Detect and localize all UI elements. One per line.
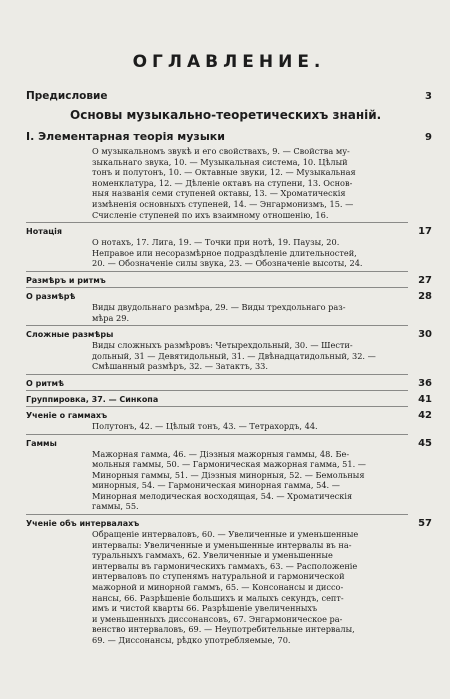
- chapter-page: 17: [418, 226, 432, 238]
- chapter-page: 57: [418, 518, 432, 530]
- part-text: О музыкальномъ звукѣ и его свойствахъ, 9. — Свойства му- зыкальнаго звука, 10. — Музыкальная система, 10. Цѣлый тонъ и полутонъ, 10. — Октавные звуки, 12. — Музыкальная номенклатура, 12. — Дѣленіе октавъ на ступени, 13. Основ- ныя названія семи ступеней октавы, 13. — Хроматическія измѣненія основныхъ ступеней, 14. — Энгармонизмъ, 15. — Счисленіе ступеней по ихъ взаимному отношенію, 16.: [92, 146, 356, 220]
- chapter-label: Группировка, 37. — Синкопа: [26, 394, 159, 404]
- chapter-page: 28: [418, 290, 432, 302]
- chapter-5: [26, 394, 432, 407]
- chapter-text: Полутонъ, 42. — Цѣлый тонъ, 43. — Тетрахордъ, 44.: [92, 420, 318, 431]
- chapter-text: Мажорная гамма, 46. — Діэзныя мажорныя гаммы, 48. Бе- мольныя гаммы, 50. — Гармоническая мажорная гамма, 51. — Минорныя гаммы, 51. — Діэзныя минорныя, 52. — Бемольныя минорныя, 54. — Гармоническая минорная гамма, 54. — Минорная мелодическая восходящая, 54. — Хроматическія гаммы, 55.: [92, 448, 366, 512]
- chapter-0: [26, 226, 432, 272]
- chapter-page: 42: [418, 409, 432, 421]
- page-title: ОГЛАВЛЕНИЕ.: [132, 52, 326, 72]
- section-title: Основы музыкально-теоретическихъ знаній.: [70, 108, 382, 122]
- chapter-2: [26, 291, 432, 326]
- chapter-label: О размѣрѣ: [26, 291, 76, 301]
- chapter-text: Виды двудольнаго размѣра, 29. — Виды трехдольнаго раз- мѣра 29.: [92, 301, 346, 323]
- chapter-6: [26, 410, 432, 435]
- chapter-label: Размѣръ и ритмъ: [26, 275, 106, 285]
- chapter-7: [26, 438, 432, 516]
- chapter-label: Ученіе объ интервалахъ: [26, 519, 140, 529]
- part-page: 9: [425, 132, 432, 143]
- chapter-text: Обращеніе интерваловъ, 60. — Увеличенные и уменьшенные интервалы: Увеличенные и уменьшенные интервалы въ на- туральныхъ гаммахъ, 62. Увеличенные и уменьшенные интервалы въ гармоническихъ гаммахъ, 63. — Расположеніе интерваловъ по ступенямъ натуральной и гармонической мажорной и минорной гаммъ, 65. — Консонансы и диссо- нансы, 66. Разрѣшеніе большихъ и малыхъ секундъ, септ- имъ и чистой кварты 66. Разрѣшеніе увеличенныхъ и уменьшенныхъ диссонансовъ, 67. Энгармоническое ра- венство интерваловъ, 69. — Неупотребительные интервалы, 69. — Диссонансы, рѣдко употребляемые, 70.: [92, 529, 359, 645]
- chapter-label: Ученіе о гаммахъ: [26, 410, 108, 420]
- chapter-label: О ритмѣ: [26, 378, 64, 388]
- chapter-text: Виды сложныхъ размѣровъ: Четырехдольный, 30. — Шести- дольный, 31 — Девятидольный, 31. — Двѣнадцатидольный, 32. — Смѣшанный размѣръ, 32. — Затактъ, 33.: [92, 340, 376, 372]
- chapter-8: [26, 518, 432, 646]
- part-label: I. Элементарная теорія музыки: [26, 130, 225, 143]
- chapter-text: О нотахъ, 17. Лига, 19. — Точки при нотѣ, 19. Паузы, 20. Неправое или несоразмѣрное подраздѣленіе длительностей, 20. — Обозначеніе силы звука, 23. — Обозначеніе высоты, 24.: [92, 237, 363, 269]
- toc-part: [26, 130, 432, 143]
- divider: [26, 287, 408, 288]
- preface-page: 3: [425, 91, 432, 102]
- divider: [26, 325, 408, 326]
- chapter-page: 41: [418, 393, 432, 405]
- chapter-3: [26, 329, 432, 375]
- chapter-page: 36: [418, 377, 432, 389]
- divider: [26, 222, 408, 223]
- preface-label: Предисловие: [26, 90, 108, 102]
- chapter-page: 30: [418, 329, 432, 341]
- chapter-1: [26, 275, 432, 288]
- toc-preface: [26, 90, 432, 102]
- divider: [26, 406, 408, 407]
- chapter-label: Гаммы: [26, 438, 57, 448]
- divider: [26, 374, 408, 375]
- divider: [26, 514, 408, 515]
- divider: [26, 390, 408, 391]
- chapter-4: [26, 378, 432, 391]
- divider: [26, 271, 408, 272]
- divider: [26, 434, 408, 435]
- chapter-label: Нотація: [26, 227, 63, 237]
- chapter-page: 45: [418, 437, 432, 449]
- chapter-label: Сложные размѣры: [26, 330, 114, 340]
- chapter-page: 27: [418, 274, 432, 286]
